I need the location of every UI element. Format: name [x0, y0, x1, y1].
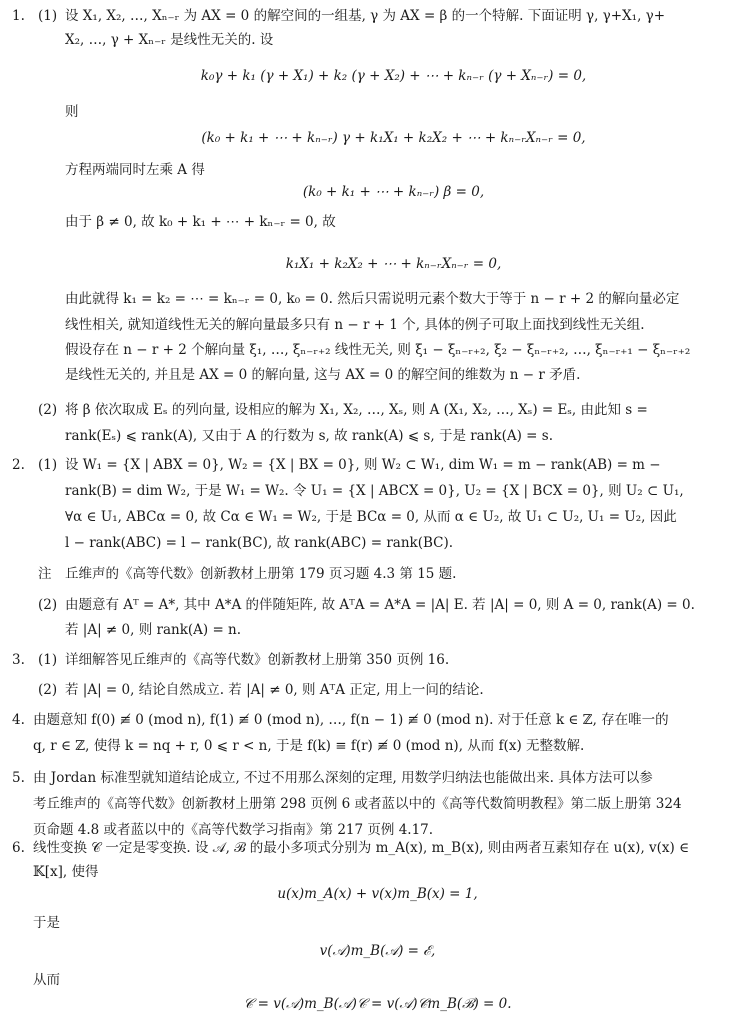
- text-line: 线性变换 𝒞 一定是零变换. 设 𝒜, ℬ 的最小多项式分别为 m_A(x), m_B(x), 则由两者互素知存在 u(x), v(x) ∈: [33, 840, 690, 856]
- text-line: 页命题 4.8 或者蓝以中的《高等代数学习指南》第 217 页例 4.17.: [33, 822, 434, 838]
- subpart-label: (1): [38, 652, 58, 668]
- subpart-label: (1): [38, 8, 58, 24]
- problem-number: 3.: [12, 652, 25, 668]
- equation: k₁X₁ + k₂X₂ + ⋯ + kₙ₋ᵣXₙ₋ᵣ = 0,: [285, 256, 502, 272]
- text-line: 线性相关, 就知道线性无关的解向量最多只有 n − r + 1 个, 具体的例子可取上面找到线性无关组.: [65, 317, 645, 333]
- problem-number: 1.: [12, 8, 25, 24]
- equation: (k₀ + k₁ + ⋯ + kₙ₋ᵣ) β = 0,: [302, 184, 485, 200]
- text-line: ∀α ∈ U₁, ABCα = 0, 故 Cα ∈ W₁ = W₂, 于是 BCα = 0, 从而 α ∈ U₂, 故 U₁ ⊂ U₂, U₁ = U₂, 因此: [65, 509, 677, 525]
- problem-number: 5.: [12, 770, 25, 786]
- note-label: 注: [38, 566, 52, 582]
- problem-number: 4.: [12, 712, 25, 728]
- equation: v(𝒜)m_B(𝒜) = ℰ,: [319, 943, 436, 959]
- text-line: 于是: [33, 915, 60, 931]
- text-line: rank(Eₛ) ⩽ rank(A), 又由于 A 的行数为 s, 故 rank(A) ⩽ s, 于是 rank(A) = s.: [65, 428, 554, 444]
- equation: k₀γ + k₁ (γ + X₁) + k₂ (γ + X₂) + ⋯ + kₙ₋ᵣ (γ + Xₙ₋ᵣ) = 0,: [200, 68, 587, 84]
- text-line: 由此就得 k₁ = k₂ = ⋯ = kₙ₋ᵣ = 0, k₀ = 0. 然后只需说明元素个数大于等于 n − r + 2 的解向量必定: [65, 291, 680, 307]
- text-line: 将 β 依次取成 Eₛ 的列向量, 设相应的解为 X₁, X₂, …, Xₛ, 则 A (X₁, X₂, …, Xₛ) = Eₛ, 由此知 s =: [65, 402, 648, 418]
- text-line: 考丘维声的《高等代数》创新教材上册第 298 页例 6 或者蓝以中的《高等代数简明教程》第二版上册第 324: [33, 796, 682, 812]
- text-line: l − rank(ABC) = l − rank(BC), 故 rank(ABC) = rank(BC).: [65, 535, 454, 551]
- subpart-label: (1): [38, 457, 58, 473]
- text-line: 由题意有 Aᵀ = A*, 其中 A*A 的伴随矩阵, 故 AᵀA = A*A = |A| E. 若 |A| = 0, 则 A = 0, rank(A) = 0.: [65, 597, 695, 613]
- text-line: 设 X₁, X₂, …, Xₙ₋ᵣ 为 AX = 0 的解空间的一组基, γ 为 AX = β 的一个特解. 下面证明 γ, γ+X₁, γ+: [65, 8, 666, 24]
- equation: 𝒞 = v(𝒜)m_B(𝒜)𝒞 = v(𝒜)𝒞m_B(ℬ) = 0.: [243, 996, 512, 1012]
- text-line: 由题意知 f(0) ≢ 0 (mod n), f(1) ≢ 0 (mod n), …, f(n − 1) ≢ 0 (mod n). 对于任意 k ∈ ℤ, 存在唯一的: [33, 712, 669, 728]
- text-line: 若 |A| ≠ 0, 则 rank(A) = n.: [65, 622, 242, 638]
- text-line: rank(B) = dim W₂, 于是 W₁ = W₂. 令 U₁ = {X | ABCX = 0}, U₂ = {X | BCX = 0}, 则 U₂ ⊂ U₁,: [65, 483, 684, 499]
- problem-number: 6.: [12, 840, 25, 856]
- subpart-label: (2): [38, 402, 58, 418]
- text-line: q, r ∈ ℤ, 使得 k = nq + r, 0 ⩽ r < n, 于是 f(k) ≡ f(r) ≢ 0 (mod n), 从而 f(x) 无整数解.: [33, 738, 585, 754]
- text-line: 详细解答见丘维声的《高等代数》创新教材上册第 350 页例 16.: [65, 652, 450, 668]
- equation: u(x)m_A(x) + v(x)m_B(x) = 1,: [277, 886, 478, 902]
- text-line: 是线性无关的, 并且是 AX = 0 的解向量, 这与 AX = 0 的解空间的维数为 n − r 矛盾.: [65, 367, 581, 383]
- equation: (k₀ + k₁ + ⋯ + kₙ₋ᵣ) γ + k₁X₁ + k₂X₂ + ⋯ + kₙ₋ᵣXₙ₋ᵣ = 0,: [201, 130, 586, 146]
- problem-number: 2.: [12, 457, 25, 473]
- text-line: 𝕂[x], 使得: [33, 864, 99, 880]
- subpart-label: (2): [38, 682, 58, 698]
- text-line: 设 W₁ = {X | ABX = 0}, W₂ = {X | BX = 0}, 则 W₂ ⊂ W₁, dim W₁ = m − rank(AB) = m −: [65, 457, 661, 473]
- note-text: 丘维声的《高等代数》创新教材上册第 179 页习题 4.3 第 15 题.: [65, 566, 457, 582]
- text-line: 方程两端同时左乘 A 得: [65, 162, 205, 178]
- text-line: 由 Jordan 标准型就知道结论成立, 不过不用那么深刻的定理, 用数学归纳法也能做出来. 具体方法可以参: [33, 770, 653, 786]
- text-line: X₂, …, γ + Xₙ₋ᵣ 是线性无关的. 设: [65, 32, 274, 48]
- text-line: 若 |A| = 0, 结论自然成立. 若 |A| ≠ 0, 则 AᵀA 正定, 用上一问的结论.: [65, 682, 484, 698]
- text-line: 则: [65, 104, 79, 120]
- text-line: 由于 β ≠ 0, 故 k₀ + k₁ + ⋯ + kₙ₋ᵣ = 0, 故: [65, 214, 336, 230]
- text-line: 从而: [33, 972, 60, 988]
- text-line: 假设存在 n − r + 2 个解向量 ξ₁, …, ξₙ₋ᵣ₊₂ 线性无关, 则 ξ₁ − ξₙ₋ᵣ₊₂, ξ₂ − ξₙ₋ᵣ₊₂, …, ξₙ₋ᵣ₊₁ − ξₙ₋ᵣ₊₂: [65, 342, 691, 358]
- subpart-label: (2): [38, 597, 58, 613]
